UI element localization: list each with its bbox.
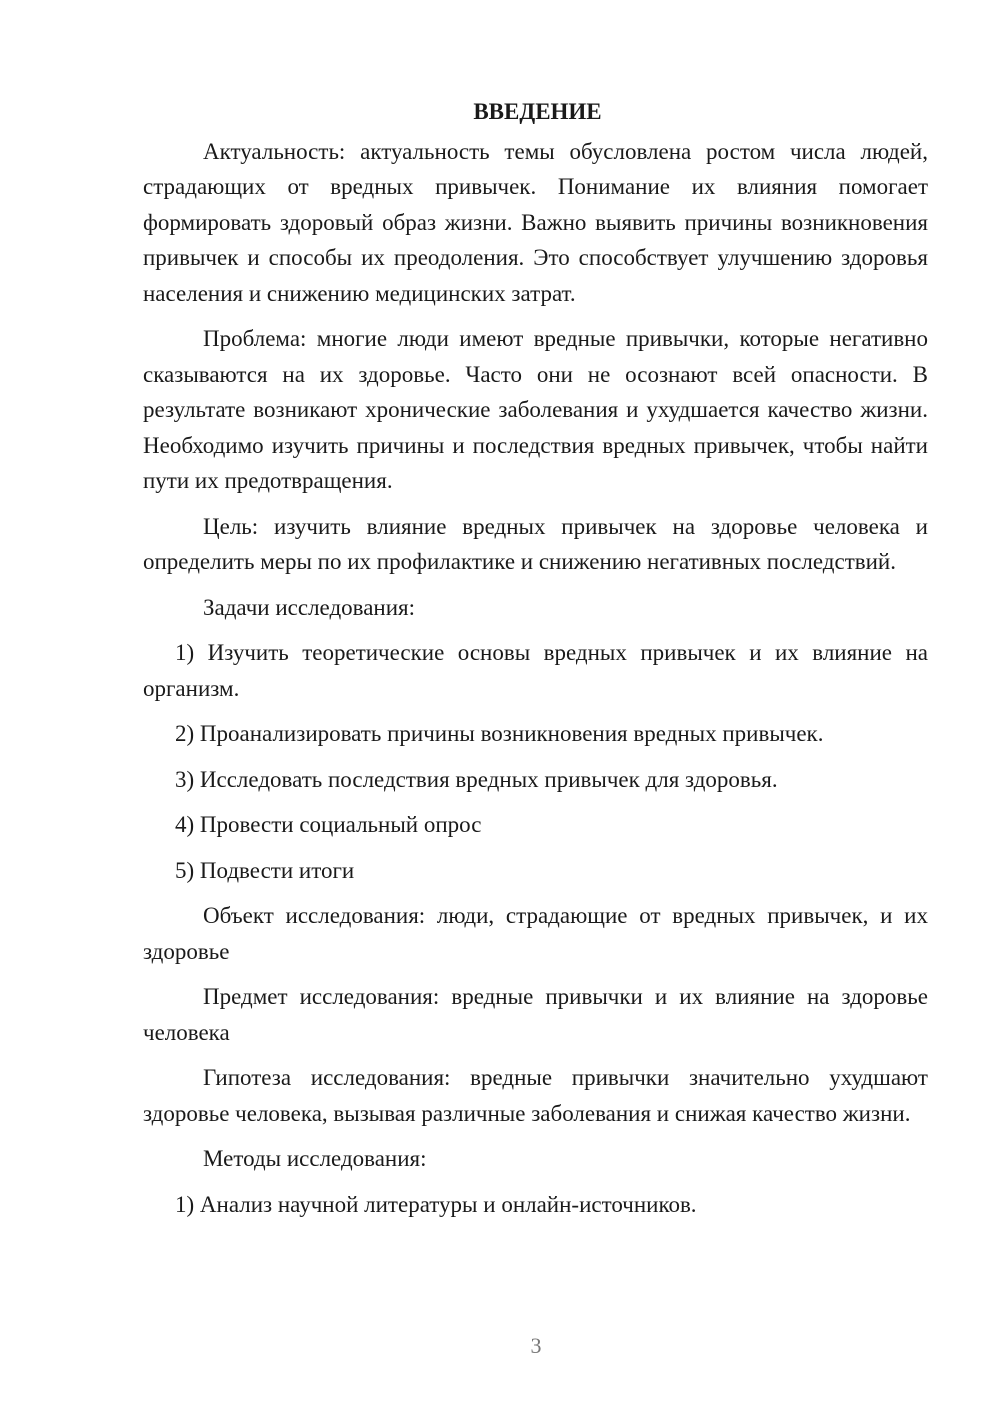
paragraph-problem: Проблема: многие люди имеют вредные привычки, которые негативно сказываются на их здоровье. Часто они не осознают всей опасности. В результате возникают хронические заболевания и ухудшается качество жизни. Необходимо изучить причины и последствия вредных привычек, чтобы найти пути их предотвращения. bbox=[143, 326, 928, 493]
page-content bbox=[143, 94, 928, 1232]
paragraph-hypothesis: Гипотеза исследования: вредные привычки значительно ухудшают здоровье человека, вызывая различные заболевания и снижая качество жизни. bbox=[143, 1065, 928, 1126]
paragraph-goal: Цель: изучить влияние вредных привычек на здоровье человека и определить меры по их профилактике и снижению негативных последствий. bbox=[143, 513, 928, 574]
method-item-1: 1) Анализ научной литературы и онлайн-источников. bbox=[175, 1191, 697, 1217]
task-item-1: 1) Изучить теоретические основы вредных привычек и их влияние на организм. bbox=[143, 640, 928, 701]
task-item-4: 4) Провести социальный опрос bbox=[175, 812, 482, 837]
paragraph-subject: Предмет исследования: вредные привычки и их влияние на здоровье человека bbox=[143, 984, 928, 1045]
task-item-2: 2) Проанализировать причины возникновения вредных привычек. bbox=[175, 721, 824, 746]
task-item-3: 3) Исследовать последствия вредных привычек для здоровья. bbox=[175, 766, 778, 792]
methods-heading: Методы исследования: bbox=[203, 1146, 427, 1171]
section-title: ВВЕДЕНИЕ bbox=[473, 99, 602, 124]
page-number: 3 bbox=[530, 1333, 542, 1358]
task-item-5: 5) Подвести итоги bbox=[175, 857, 355, 883]
paragraph-object: Объект исследования: люди, страдающие от вредных привычек, и их здоровье bbox=[143, 903, 928, 964]
paragraph-relevance: Актуальность: актуальность темы обусловлена ростом числа людей, страдающих от вредных привычек. Понимание их влияния помогает формировать здоровый образ жизни. Важно выявить причины возникновения привычек и способы их преодоления. Это способствует улучшению здоровья населения и снижению медицинских затрат. bbox=[143, 138, 928, 306]
tasks-heading: Задачи исследования: bbox=[203, 594, 416, 620]
